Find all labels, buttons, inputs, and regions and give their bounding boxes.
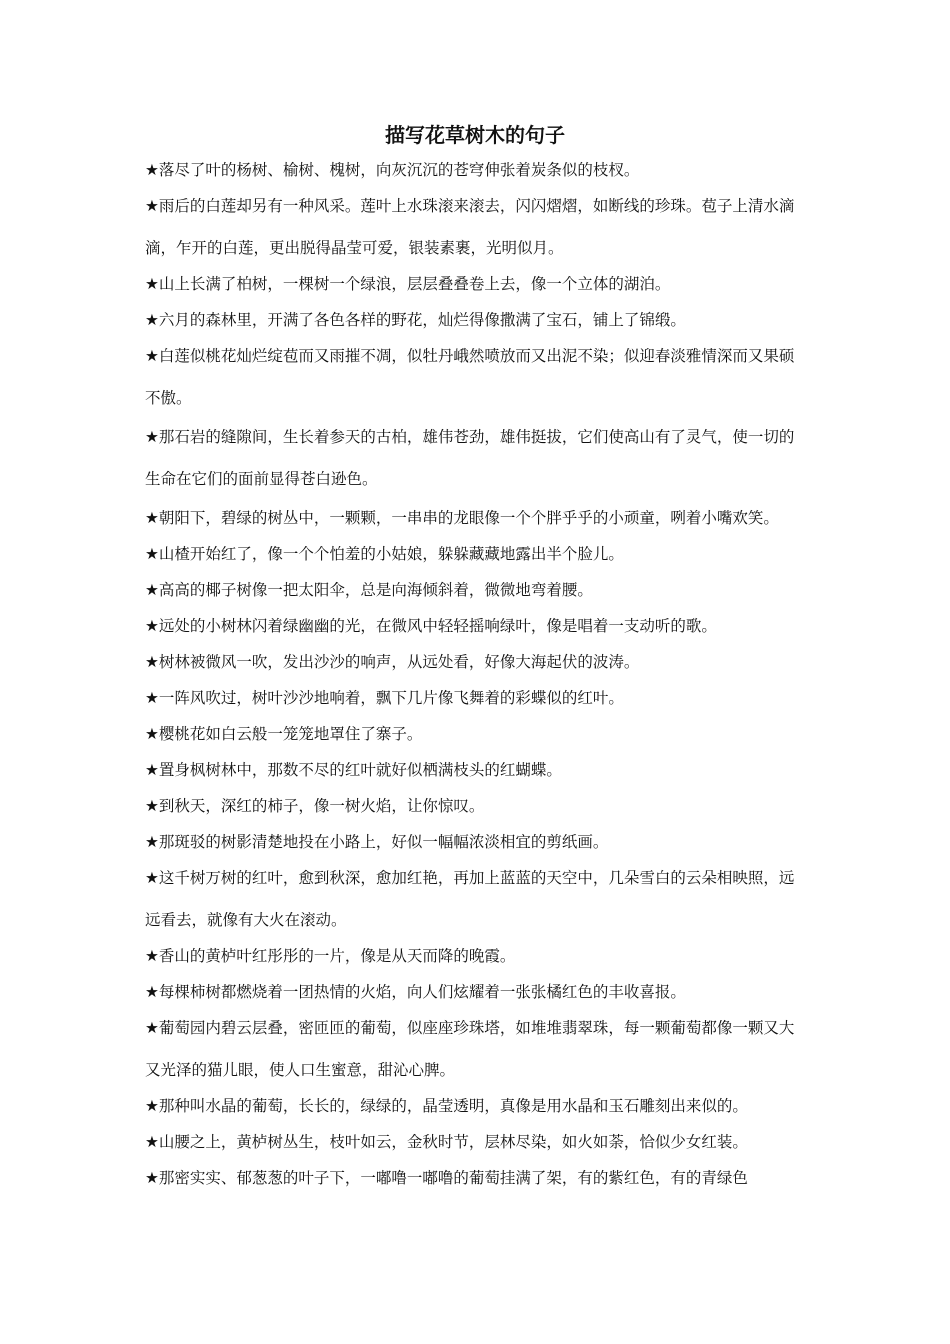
paragraph: ★山腰之上，黄栌树丛生，枝叶如云，金秋时节，层林尽染，如火如荼，恰似少女红装。 (145, 1133, 748, 1151)
paragraph: ★朝阳下，碧绿的树丛中，一颗颗，一串串的龙眼像一个个胖乎乎的小顽童，咧着小嘴欢笑。 (145, 509, 779, 527)
paragraph: ★葡萄园内碧云层叠，密匝匝的葡萄，似座座珍珠塔，如堆堆翡翠珠，每一颗葡萄都像一颗又大又光泽的猫儿眼，使人口生蜜意，甜沁心脾。 (145, 1019, 795, 1079)
paragraph: ★置身枫树林中，那数不尽的红叶就好似栖满枝头的红蝴蝶。 (145, 761, 562, 779)
paragraph: ★一阵风吹过，树叶沙沙地响着，飘下几片像飞舞着的彩蝶似的红叶。 (145, 689, 624, 707)
paragraph: ★那石岩的缝隙间，生长着参天的古柏，雄伟苍劲，雄伟挺拔，它们使高山有了灵气，使一切的生命在它们的面前显得苍白逊色。 (145, 428, 795, 488)
paragraph: ★六月的森林里，开满了各色各样的野花，灿烂得像撒满了宝石，铺上了锦缎。 (145, 311, 686, 329)
paragraph: ★每棵柿树都燃烧着一团热情的火焰，向人们炫耀着一张张橘红色的丰收喜报。 (145, 983, 686, 1001)
paragraph: ★白莲似桃花灿烂绽苞而又雨摧不凋，似牡丹峨然喷放而又出泥不染；似迎春淡雅情深而又果硕不傲。 (145, 347, 795, 407)
paragraph: ★树林被微风一吹，发出沙沙的响声，从远处看，好像大海起伏的波涛。 (145, 653, 640, 671)
paragraph: ★那密实实、郁葱葱的叶子下，一嘟噜一嘟噜的葡萄挂满了架，有的紫红色，有的青绿色 (145, 1169, 748, 1187)
paragraph: ★樱桃花如白云般一笼笼地罩住了寨子。 (145, 725, 423, 743)
paragraph: ★落尽了叶的杨树、榆树、槐树，向灰沉沉的苍穹伸张着炭条似的枝杈。 (145, 161, 640, 179)
paragraph: ★那种叫水晶的葡萄，长长的，绿绿的，晶莹透明，真像是用水晶和玉石雕刻出来似的。 (145, 1097, 748, 1115)
paragraph: ★山上长满了柏树，一棵树一个绿浪，层层叠叠卷上去，像一个立体的湖泊。 (145, 275, 671, 293)
paragraph: ★远处的小树林闪着绿幽幽的光，在微风中轻轻摇响绿叶，像是唱着一支动听的歌。 (145, 617, 717, 635)
paragraph: ★这千树万树的红叶，愈到秋深，愈加红艳，再加上蓝蓝的天空中，几朵雪白的云朵相映照，远远看去，就像有大火在滚动。 (145, 869, 795, 929)
paragraph: ★高高的椰子树像一把太阳伞，总是向海倾斜着，微微地弯着腰。 (145, 581, 593, 599)
paragraph: ★山楂开始红了，像一个个怕羞的小姑娘，躲躲藏藏地露出半个脸儿。 (145, 545, 624, 563)
document-body (145, 152, 809, 1196)
paragraph: ★那斑驳的树影清楚地投在小路上，好似一幅幅浓淡相宜的剪纸画。 (145, 833, 609, 851)
paragraph: ★到秋天，深红的柿子，像一树火焰，让你惊叹。 (145, 797, 485, 815)
document-title: 描写花草树木的句子 (385, 123, 565, 147)
paragraph: ★香山的黄栌叶红彤彤的一片，像是从天而降的晚霞。 (145, 947, 516, 965)
paragraph: ★雨后的白莲却另有一种风采。莲叶上水珠滚来滚去，闪闪熠熠，如断线的珍珠。苞子上清水滴滴，乍开的白莲，更出脱得晶莹可爱，银装素裹，光明似月。 (145, 197, 795, 257)
